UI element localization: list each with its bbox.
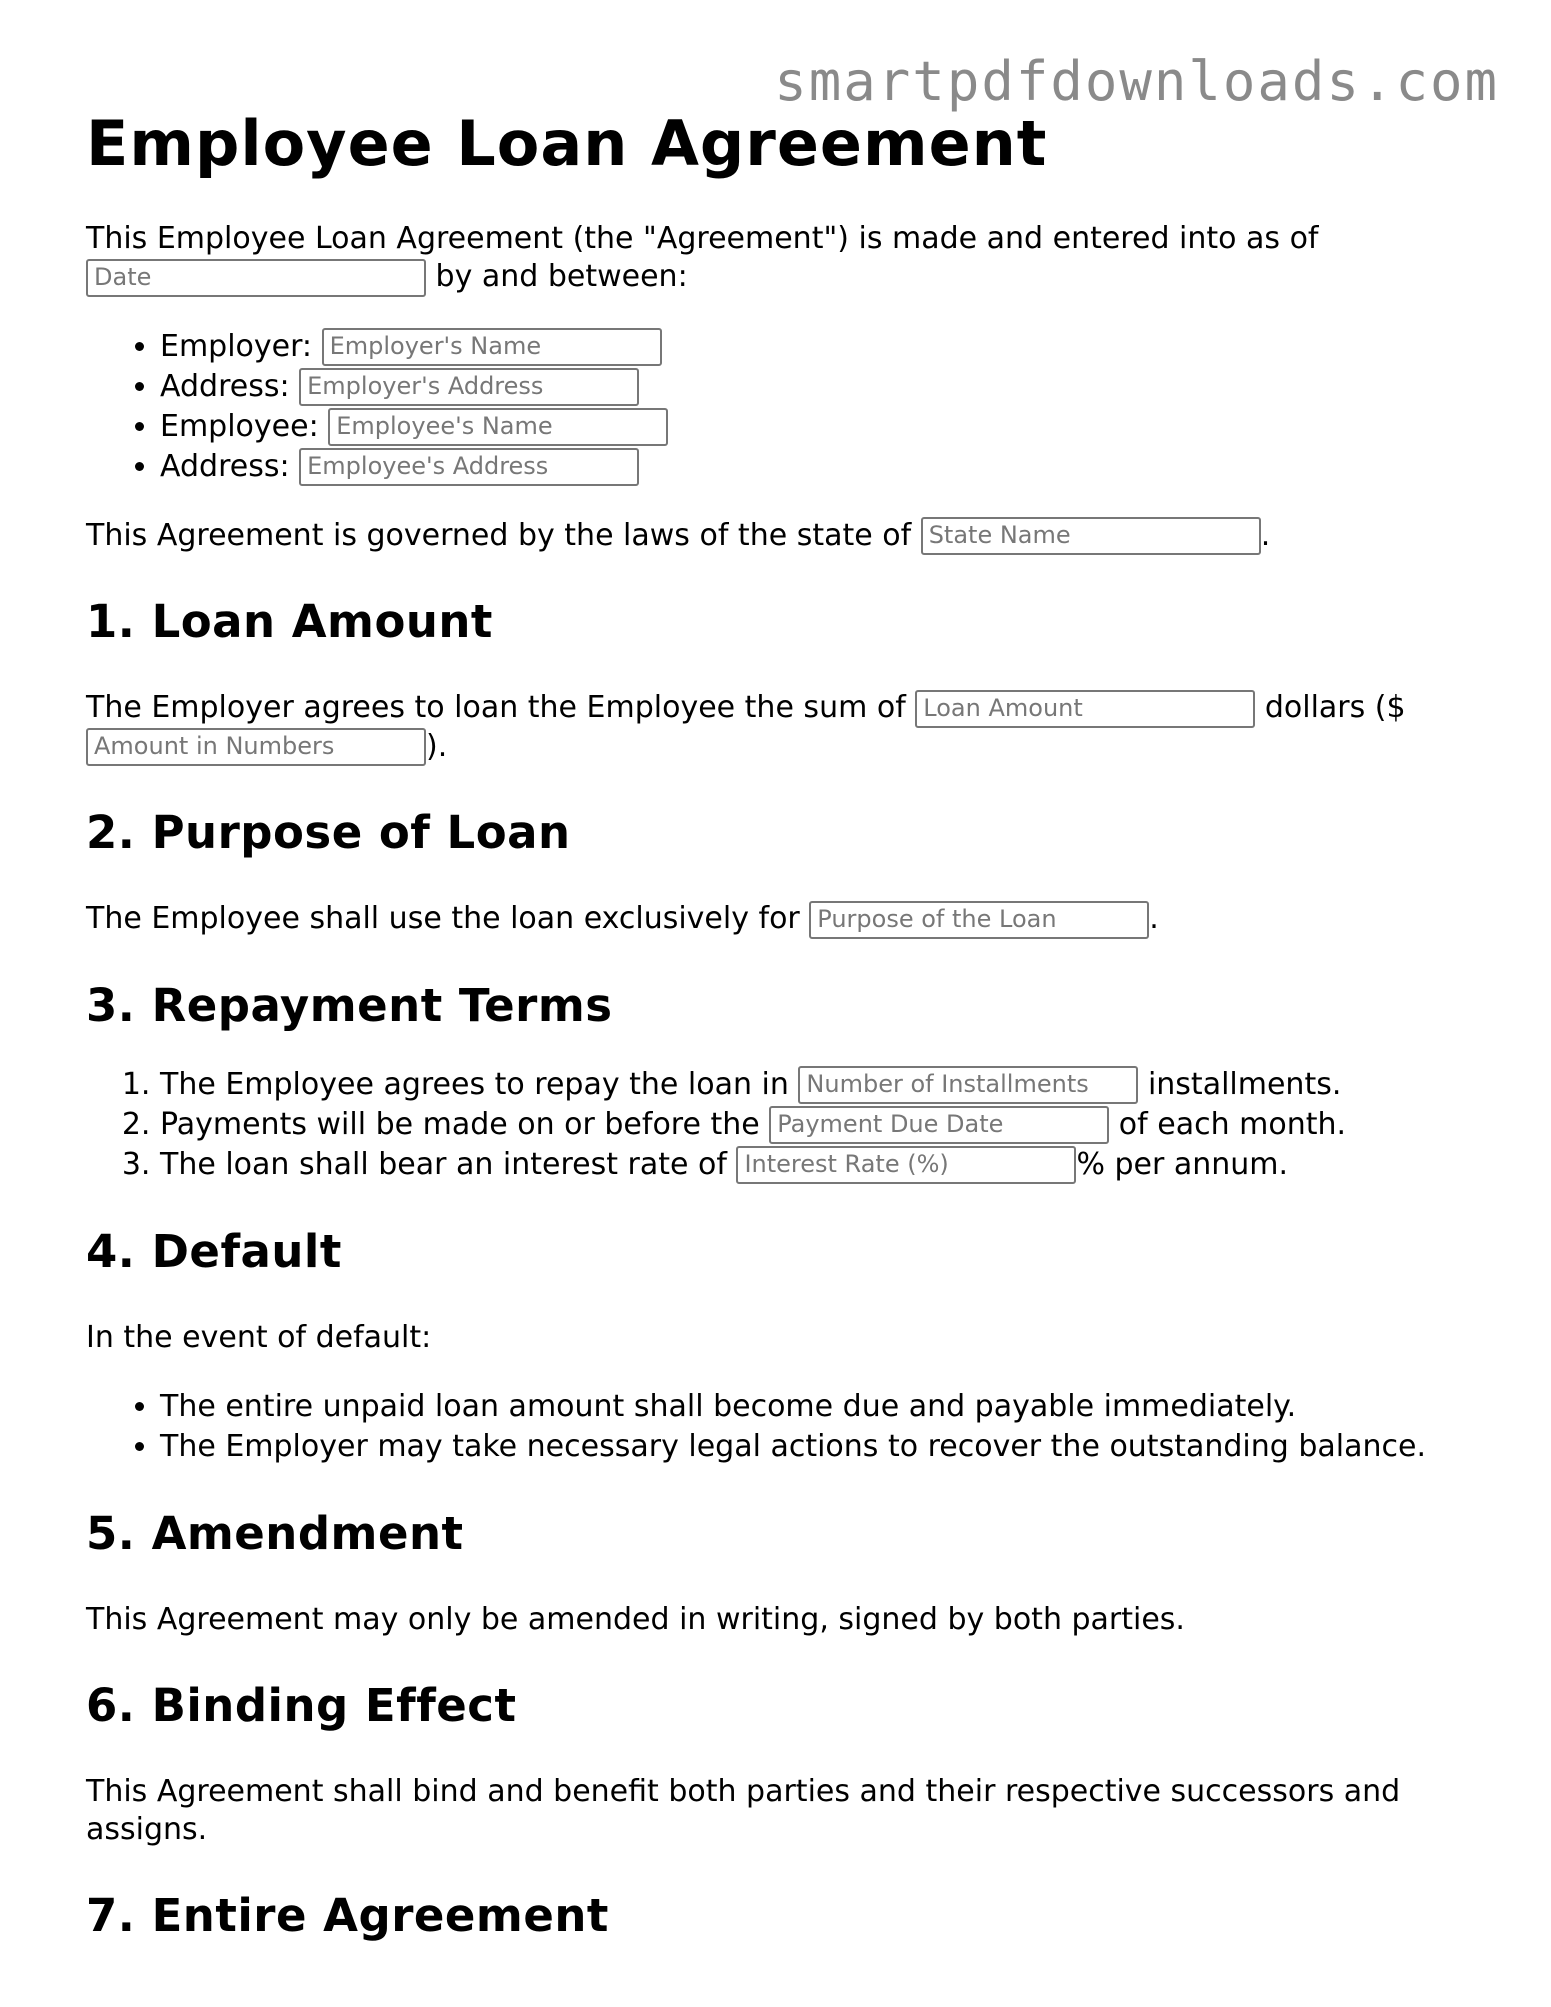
party-item-employer: [160, 327, 1466, 367]
employer-name-field[interactable]: Employer's Name: [322, 328, 662, 366]
default-intro: In the event of default:: [86, 1319, 432, 1355]
default-item: • The entire unpaid loan amount shall become due and payable immediately.: [160, 1387, 1466, 1427]
employee-address-field[interactable]: Employee's Address: [299, 448, 639, 486]
watermark: smartpdfdownloads.com: [774, 50, 1499, 113]
section-heading-default: 4. Default: [86, 1224, 342, 1278]
installments-field[interactable]: Number of Installments: [798, 1066, 1138, 1104]
loan-amount-paragraph: [86, 689, 1466, 766]
document-title: Employee Loan Agreement: [86, 107, 1048, 180]
party-item-employee: [160, 407, 1466, 447]
purpose-text-after: .: [1149, 901, 1159, 936]
document-page: [86, 104, 1466, 1945]
repayment-text: The Employee agrees to repay the loan in: [160, 1066, 799, 1102]
repayment-text-after: installments.: [1138, 1066, 1342, 1102]
loan-amount-text-after: ).: [426, 728, 448, 764]
loan-amount-text: The Employer agrees to loan the Employee the sum of: [86, 690, 916, 725]
section-heading-purpose: 2. Purpose of Loan: [86, 806, 571, 859]
intro-paragraph: [86, 220, 1466, 297]
repayment-item: [160, 1145, 1466, 1185]
governing-law-paragraph: [86, 517, 1466, 556]
parties-list: [86, 327, 1466, 487]
party-item-employee-address: [160, 447, 1466, 487]
employer-address-field[interactable]: Employer's Address: [299, 368, 639, 406]
repayment-text: The loan shall bear an interest rate of: [160, 1146, 737, 1182]
purpose-text: The Employee shall use the loan exclusively for: [86, 901, 810, 936]
loan-amount-field[interactable]: Loan Amount: [915, 690, 1255, 728]
loan-amount-text-middle: dollars ($: [1255, 690, 1406, 725]
amendment-paragraph: This Agreement may only be amended in writing, signed by both parties.: [86, 1601, 1185, 1637]
governing-text: This Agreement is governed by the laws of the state of: [86, 517, 921, 553]
party-label: Address:: [160, 368, 290, 404]
section-heading-repayment: 3. Repayment Terms: [86, 978, 613, 1032]
repayment-list: [86, 1065, 1466, 1185]
employee-name-field[interactable]: Employee's Name: [328, 408, 668, 446]
payment-due-date-field[interactable]: Payment Due Date: [769, 1106, 1109, 1144]
intro-text: This Employee Loan Agreement (the "Agreement") is made and entered into as of: [86, 221, 1319, 256]
governing-text-after: .: [1260, 517, 1271, 553]
repayment-item: [160, 1065, 1466, 1105]
repayment-text: Payments will be made on or before the: [160, 1106, 770, 1142]
amount-in-numbers-field[interactable]: Amount in Numbers: [86, 728, 426, 766]
date-field[interactable]: Date: [86, 259, 426, 297]
repayment-text-after: of each month.: [1109, 1106, 1347, 1142]
section-heading-binding-effect: 6. Binding Effect: [86, 1678, 517, 1732]
default-item: • The Employer may take necessary legal actions to recover the outstanding balance.: [160, 1427, 1466, 1467]
purpose-paragraph: [86, 900, 1466, 939]
purpose-field[interactable]: Purpose of the Loan: [809, 901, 1149, 939]
binding-effect-paragraph: This Agreement shall bind and benefit both parties and their respective successors and assigns.: [86, 1773, 1401, 1847]
section-heading-loan-amount: 1. Loan Amount: [86, 595, 493, 648]
intro-text-after: by and between:: [426, 259, 688, 294]
repayment-text-after: % per annum.: [1076, 1146, 1289, 1182]
default-list: [86, 1387, 1466, 1467]
party-item-employer-address: [160, 367, 1466, 407]
repayment-item: [160, 1105, 1466, 1145]
party-label: Employer:: [160, 328, 313, 364]
section-heading-amendment: 5. Amendment: [86, 1506, 464, 1560]
interest-rate-field[interactable]: Interest Rate (%): [736, 1146, 1076, 1184]
party-label: Employee:: [160, 408, 319, 444]
party-label: Address:: [160, 448, 290, 484]
state-name-field[interactable]: State Name: [921, 517, 1261, 555]
section-heading-entire-agreement: 7. Entire Agreement: [86, 1888, 609, 1942]
